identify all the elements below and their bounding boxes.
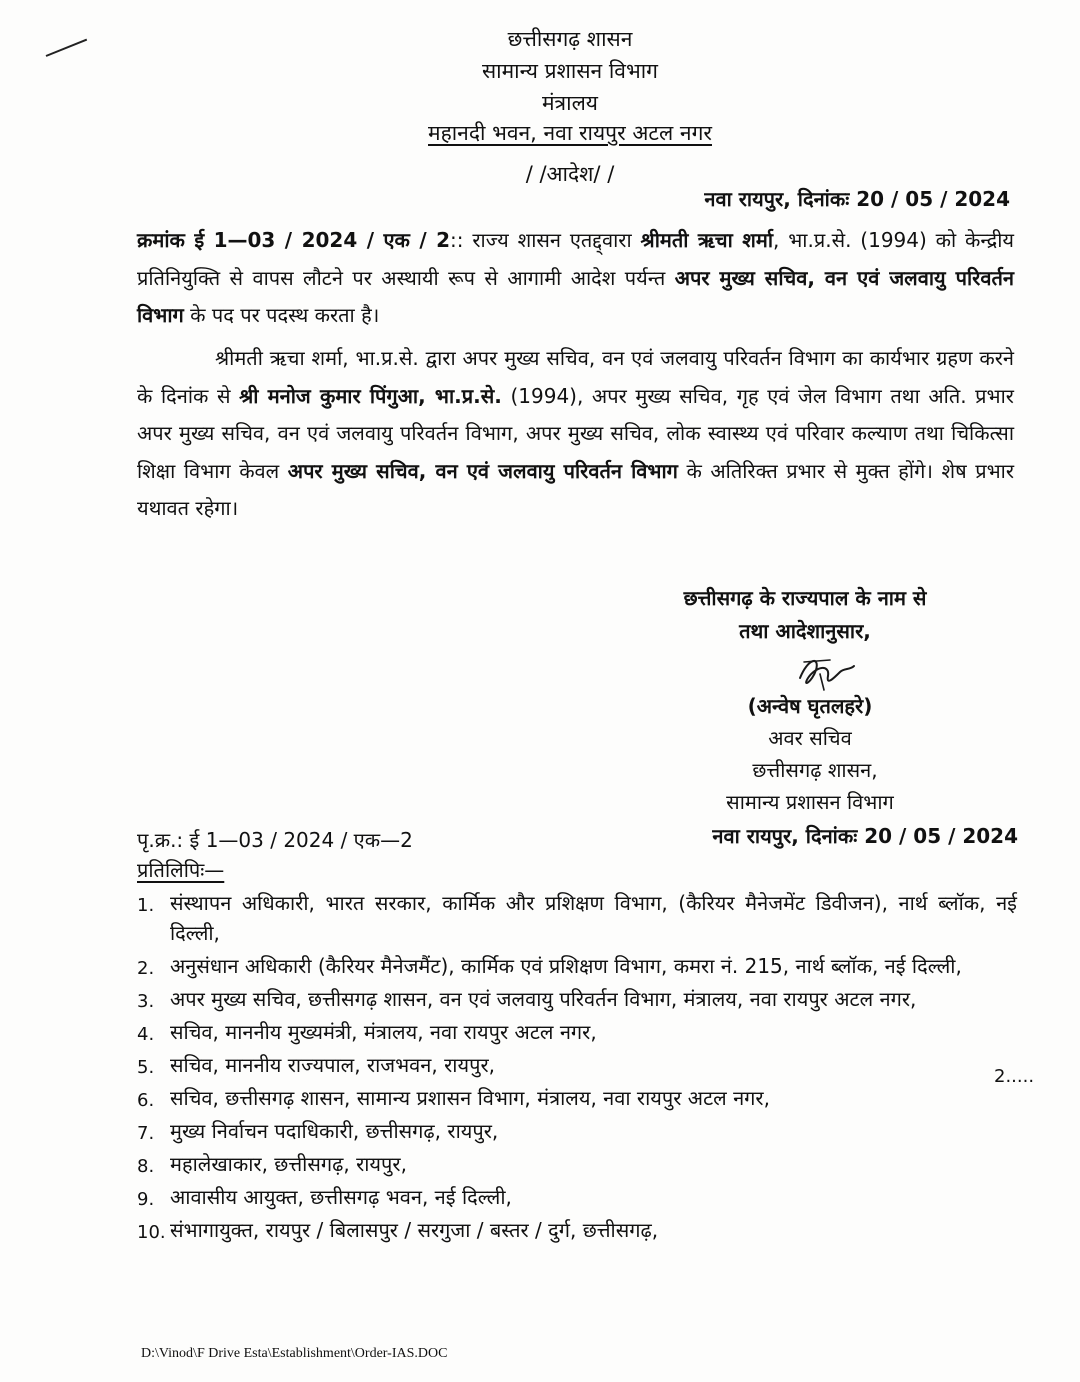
signatory-name: (अन्वेष घृतलहरे): [747, 694, 873, 718]
list-number: 5.: [137, 1057, 155, 1078]
posting-1: अपर मुख्य सचिव, वन एवं जलवायु परिवर्तन विभाग: [137, 265, 1014, 327]
posting-2: अपर मुख्य सचिव, वन एवं जलवायु परिवर्तन विभाग: [287, 458, 678, 483]
order-paragraph-2: [137, 340, 1014, 528]
para2-text-b: (1994), अपर मुख्य सचिव, गृह एवं जेल विभाग तथा अति. प्रभार अपर मुख्य सचिव, वन एवं जलवायु परिवर्तन विभाग, अपर मुख्य सचिव, लोक स्वास्थ्य एवं परिवार कल्याण तथा चिकित्सा शिक्षा विभाग केवल: [137, 383, 1014, 483]
list-item: [137, 984, 1017, 1014]
header-address: महानदी भवन, नवा रायपुर अटल नगर: [428, 121, 712, 145]
list-number: 3.: [137, 991, 155, 1012]
list-text: सचिव, माननीय राज्यपाल, राजभवन, रायपुर,: [170, 1053, 495, 1077]
signatory-department: सामान्य प्रशासन विभाग: [726, 790, 894, 814]
signatory-government: छत्तीसगढ़ शासन,: [752, 758, 878, 782]
order-paragraph-1: [137, 222, 1014, 335]
order-date: नवा रायपुर, दिनांकः 20 / 05 / 2024: [704, 187, 1010, 211]
list-text: आवासीय आयुक्त, छत्तीसगढ़ भवन, नई दिल्ली,: [170, 1185, 512, 1209]
signature-authority-line-1: छत्तीसगढ़ के राज्यपाल के नाम से: [683, 586, 927, 610]
list-text: अपर मुख्य सचिव, छत्तीसगढ़ शासन, वन एवं जलवायु परिवर्तन विभाग, मंत्रालय, नवा रायपुर अटल नगर,: [170, 987, 917, 1011]
list-item: [137, 1116, 1017, 1146]
signatory-designation: अवर सचिव: [768, 726, 852, 750]
list-number: 9.: [137, 1189, 155, 1210]
list-number: 10.: [137, 1222, 166, 1243]
copy-to-list: [137, 888, 1017, 1248]
list-item: [137, 1050, 1017, 1080]
officer-name-2: श्री मनोज कुमार पिंगुआ, भा.प्र.से.: [239, 383, 502, 408]
list-item: [137, 888, 1017, 948]
file-path-footer: D:\Vinod\F Drive Esta\Establishment\Order-IAS.DOC: [141, 1346, 448, 1361]
list-number: 2.: [137, 958, 155, 979]
para1-text-c: के पद पर पदस्थ करता है।: [183, 303, 380, 327]
list-number: 6.: [137, 1090, 155, 1111]
header-ministry: मंत्रालय: [541, 91, 598, 115]
list-text: सचिव, छत्तीसगढ़ शासन, सामान्य प्रशासन विभाग, मंत्रालय, नवा रायपुर अटल नगर,: [170, 1086, 770, 1110]
list-item: [137, 1215, 1017, 1245]
list-number: 4.: [137, 1024, 155, 1045]
list-item: [137, 1149, 1017, 1179]
list-item: [137, 1182, 1017, 1212]
header-government: छत्तीसगढ़ शासन: [507, 27, 633, 51]
para1-text-b: , भा.प्र.से. (1994) को केन्द्रीय प्रतिनियुक्ति से वापस लौटने पर अस्थायी रूप से आगामी आदेश पर्यन्त: [137, 228, 1014, 290]
list-text: संस्थापन अधिकारी, भारत सरकार, कार्मिक और प्रशिक्षण विभाग, (कैरियर मैनेजमेंट डिवीजन), नार्थ ब्लॉक, नई दिल्ली,: [170, 891, 1017, 945]
list-number: 7.: [137, 1123, 155, 1144]
endorsement-reference: पृ.क्र.: ई 1—03 / 2024 / एक—2: [137, 828, 413, 852]
para1-text-a: :: राज्य शासन एतद्द्वारा: [450, 228, 641, 252]
list-item: [137, 1017, 1017, 1047]
list-text: मुख्य निर्वाचन पदाधिकारी, छत्तीसगढ़, रायपुर,: [170, 1119, 499, 1143]
list-item: [137, 1083, 1017, 1113]
list-text: अनुसंधान अधिकारी (कैरियर मैनेजमैंट), कार्मिक एवं प्रशिक्षण विभाग, कमरा नं. 215, नार्थ ब्लॉक, नई दिल्ली,: [170, 954, 962, 978]
signature-authority-line-2: तथा आदेशानुसार,: [739, 619, 871, 643]
para2-text-c: के अतिरिक्त प्रभार से मुक्त होंगे। शेष प्रभार यथावत रहेगा।: [137, 458, 1015, 520]
list-text: महालेखाकार, छत्तीसगढ़, रायपुर,: [170, 1152, 407, 1176]
para2-text-a: श्रीमती ऋचा शर्मा, भा.प्र.से. द्वारा अपर मुख्य सचिव, वन एवं जलवायु परिवर्तन विभाग का कार्यभार ग्रहण करने के दिनांक से: [137, 346, 1014, 408]
order-title: / /आदेश/ /: [525, 162, 615, 186]
order-reference: क्रमांक ई 1—03 / 2024 / एक / 2: [137, 228, 451, 252]
list-text: सचिव, माननीय मुख्यमंत्री, मंत्रालय, नवा रायपुर अटल नगर,: [170, 1020, 597, 1044]
endorsement-date: नवा रायपुर, दिनांकः 20 / 05 / 2024: [712, 824, 1018, 848]
continued-page-marker: 2.....: [994, 1066, 1035, 1087]
list-number: 8.: [137, 1156, 155, 1177]
list-text: संभागायुक्त, रायपुर / बिलासपुर / सरगुजा / बस्तर / दुर्ग, छत्तीसगढ़,: [170, 1218, 659, 1242]
officer-name-1: श्रीमती ऋचा शर्मा: [640, 228, 774, 252]
list-number: 1.: [137, 895, 155, 916]
pen-mark: [46, 39, 88, 57]
list-item: [137, 951, 1017, 981]
handwritten-signature: [790, 648, 860, 696]
header-department: सामान्य प्रशासन विभाग: [481, 59, 659, 83]
copy-to-title: प्रतिलिपिः—: [137, 858, 225, 882]
